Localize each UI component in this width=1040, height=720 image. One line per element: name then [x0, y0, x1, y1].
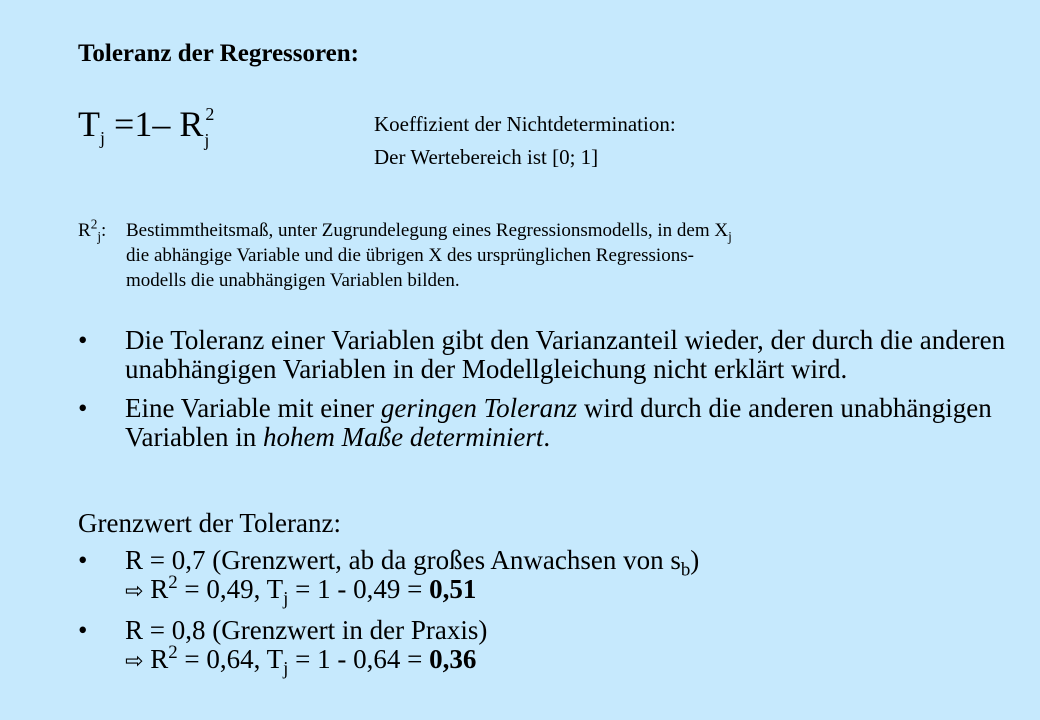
- r2-text-c: modells die unabhängigen Variablen bilden.: [126, 270, 460, 291]
- koef-line2: Der Wertebereich ist [0; 1]: [374, 145, 599, 169]
- bullet-dot: •: [78, 325, 88, 355]
- grenzwert-item: [78, 615, 1008, 680]
- grenz-l2-sub: j: [283, 658, 289, 680]
- grenz-l2-c: = 1 - 0,49 =: [288, 574, 430, 604]
- bullet-dot: •: [78, 615, 88, 645]
- r2-label-sub: j: [97, 228, 102, 244]
- grenz-l2-result: 0,51: [429, 574, 477, 604]
- grenz-line1-a: R = 0,7 (Grenzwert, ab da großes Anwachsen von s: [125, 545, 681, 575]
- bullet-dot: •: [78, 545, 88, 575]
- r2-text-b: die abhängige Variable und die übrigen X des ursprünglichen Regressions-: [126, 245, 694, 266]
- formula-eq: =1–: [114, 104, 171, 144]
- koef-line1: Koeffizient der Nichtdetermination:: [374, 112, 676, 136]
- grenz-l2-c: = 1 - 0,64 =: [288, 644, 430, 674]
- grenzwert-list: [78, 546, 1008, 686]
- arrow-right-icon: ⇨: [125, 579, 144, 604]
- grenz-l2-result: 0,36: [429, 644, 477, 674]
- grenz-l2-sup: 2: [168, 572, 178, 593]
- bullet-text-italic-d: hohem Maße determiniert: [262, 422, 544, 452]
- r2-label-R: R: [78, 220, 91, 241]
- arrow-right-icon: ⇨: [125, 649, 144, 674]
- bullet-list: [78, 326, 1008, 462]
- grenz-l2-sup: 2: [168, 642, 178, 663]
- bullet-text-a: Eine Variable mit einer: [125, 393, 381, 423]
- formula-T: T: [78, 104, 100, 144]
- tolerance-formula: [78, 104, 217, 150]
- r2-label: [78, 218, 106, 243]
- bullet-text-c: wird durch die anderen unabhängigen Variablen in: [125, 393, 992, 452]
- formula-sup-2: 2: [205, 104, 215, 124]
- bullet-text: Die Toleranz einer Variablen gibt den Varianzanteil wieder, der durch die anderen unabhängigen Variablen in der Modellgleichung nicht erklärt wird.: [125, 325, 1006, 384]
- r2-label-colon: :: [101, 220, 107, 241]
- grenz-line1-b: ): [690, 545, 700, 575]
- bullet-dot: •: [78, 393, 88, 423]
- r2-text-a: Bestimmtheitsmaß, unter Zugrundelegung eines Regressionsmodells, in dem X: [126, 220, 729, 241]
- bullet-text-e: .: [543, 422, 551, 452]
- formula-sub-j2: j: [204, 130, 210, 150]
- grenz-l2-sub: j: [283, 588, 289, 610]
- grenz-l2-b: = 0,64, T: [177, 644, 284, 674]
- grenz-line1-a: R = 0,8 (Grenzwert in der Praxis): [125, 615, 488, 645]
- bullet-item: [78, 326, 1008, 384]
- grenz-line1-sub: b: [680, 559, 691, 581]
- r2-text-sub: j: [728, 228, 732, 244]
- r2-label-sup: 2: [90, 216, 98, 232]
- formula-sub-j: j: [100, 128, 106, 148]
- r2-text: [126, 218, 1026, 293]
- slide-title: Toleranz der Regressoren:: [78, 40, 359, 67]
- grenz-l2-b: = 0,49, T: [177, 574, 284, 604]
- bullet-item: [78, 394, 1008, 452]
- grenzwert-item: [78, 545, 1008, 610]
- grenzwert-heading: Grenzwert der Toleranz:: [78, 508, 341, 538]
- grenz-l2-a: R: [143, 644, 169, 674]
- formula-R: R: [179, 104, 204, 144]
- grenz-l2-a: R: [143, 574, 169, 604]
- koeffizient-note: [374, 108, 676, 174]
- bullet-text-italic-b: geringen Toleranz: [380, 393, 578, 423]
